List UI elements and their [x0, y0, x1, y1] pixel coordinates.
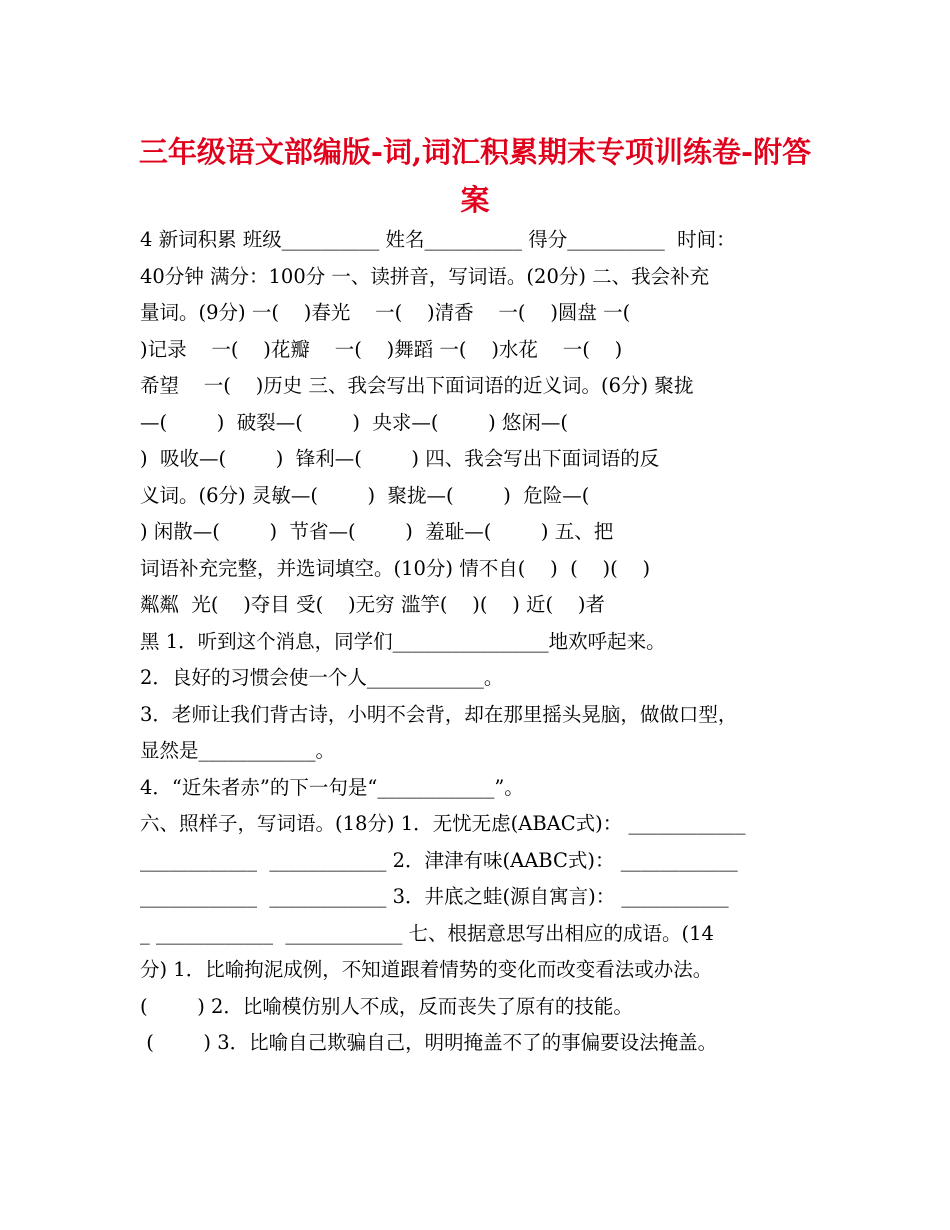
text-line: 3．老师让我们背古诗，小明不会背，却在那里摇头晃脑，做做口型， — [140, 702, 738, 726]
text-line: 量词。(9分) 一( )春光 一( )清香 一( )圆盘 一( — [140, 301, 631, 324]
text-line: 4 新词积累 班级__________ 姓名__________ 得分__________ 时间： — [140, 228, 736, 251]
text-line: ____________ ____________ 3．井底之蛙(源自寓言)： ___________ — [140, 885, 729, 908]
text-line: )记录 一( )花瓣 一( )舞蹈 一( )水花 一( ) — [140, 337, 623, 361]
text-line: 词语补充完整，并选词填空。(10分) 情不自( ) ( )( ) — [140, 556, 651, 580]
text-line: ) 吸收—( ) 锋利—( ) 四、我会写出下面词语的反 — [140, 447, 660, 470]
document-body — [140, 222, 830, 1062]
text-line: ( ) 2．比喻模仿别人不成，反而丧失了原有的技能。 — [140, 994, 633, 1018]
title-line-1: 三年级语文部编版-词,词汇积累期末专项训练卷-附答 — [138, 135, 812, 169]
text-line: ____________ ____________ 2．津津有味(AABC式)： ____________ — [140, 848, 738, 872]
text-line: ( ) 3．比喻自己欺骗自己，明明掩盖不了的事偏要设法掩盖。 — [140, 1031, 718, 1054]
text-line: _ ____________ ____________ 七、根据意思写出相应的成语。(14 — [140, 921, 714, 945]
text-line: —( ) 破裂—( ) 央求—( ) 悠闲—( — [140, 410, 569, 434]
text-line: 黑 1．听到这个消息，同学们________________地欢呼起来。 — [140, 629, 666, 653]
document-title — [110, 128, 840, 224]
text-line: 义词。(6分) 灵敏—( ) 聚拢—( ) 危险—( — [140, 483, 590, 507]
text-line: 希望 一( )历史 三、我会写出下面词语的近义词。(6分) 聚拢 — [140, 374, 694, 397]
text-line: 40分钟 满分：100分 一、读拼音，写词语。(20分) 二、我会补充 — [140, 264, 710, 288]
title-line-2: 案 — [460, 183, 490, 217]
text-line: 2．良好的习惯会使一个人____________。 — [140, 666, 504, 689]
text-line: ) 闲散—( ) 节省—( ) 羞耻—( ) 五、把 — [140, 520, 614, 543]
text-line: 显然是____________。 — [140, 739, 336, 762]
text-line: 六、照样子，写词语。(18分) 1．无忧无虑(ABAC式)： ____________ — [140, 812, 746, 835]
text-line: 4．“近朱者赤”的下一句是“____________”。 — [140, 775, 524, 799]
text-line: 分) 1．比喻拘泥成例，不知道跟着情势的变化而改变看法或办法。 — [140, 958, 713, 981]
text-line: 粼粼 光( )夺目 受( )无穷 滥竽( )( ) 近( )者 — [140, 593, 606, 616]
